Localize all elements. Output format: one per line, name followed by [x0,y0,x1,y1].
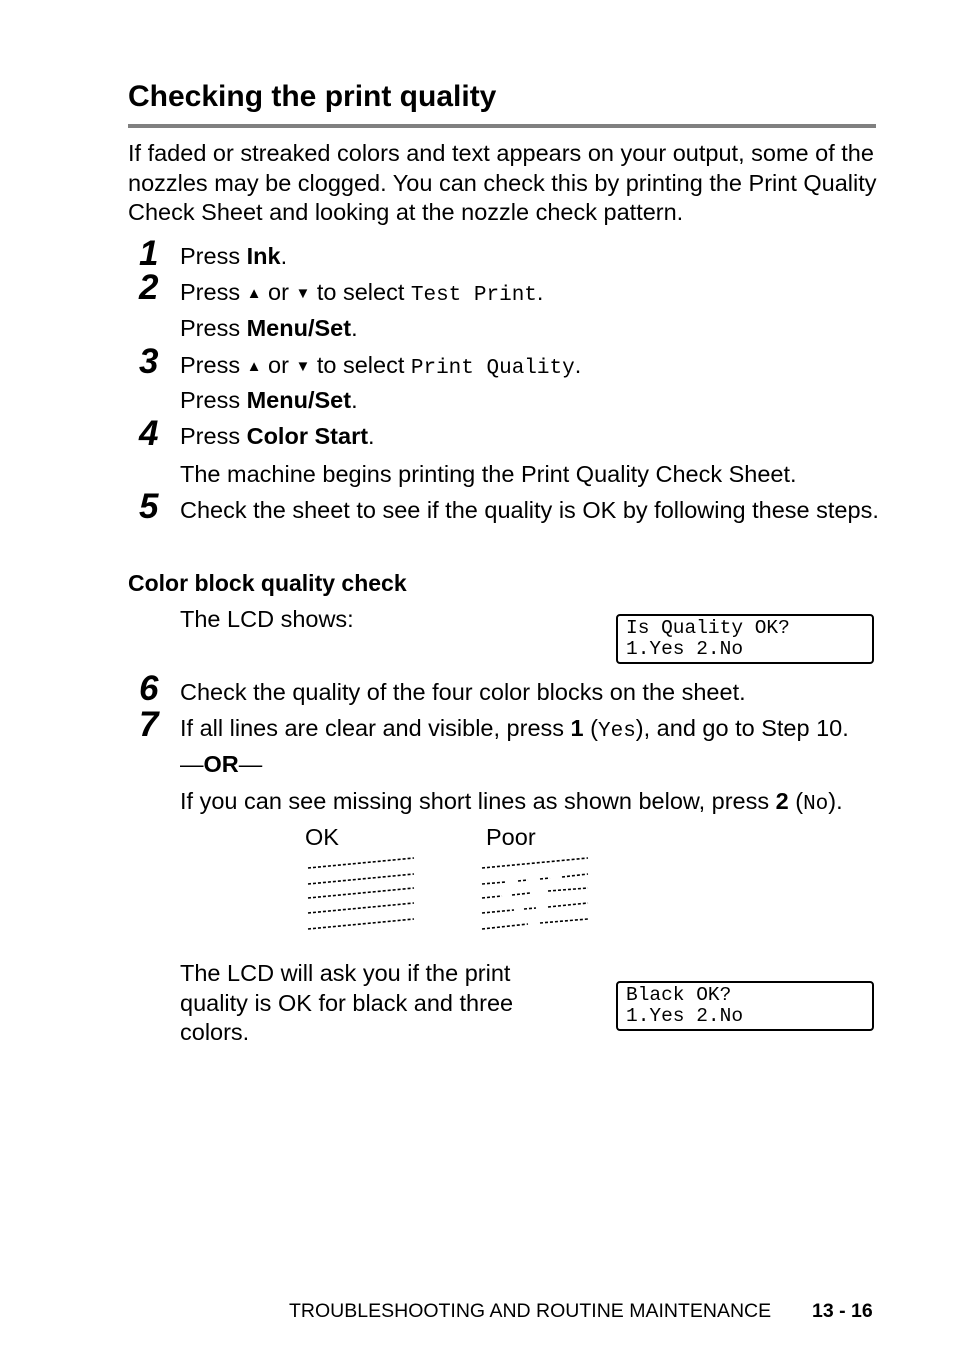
ok-pattern-image [300,852,420,937]
step-3-press-menu: Press Menu/Set. [180,387,358,413]
step-number-6: 6 [139,669,159,708]
menu-set-key: Menu/Set [246,387,352,413]
step-number-5: 5 [139,487,159,526]
step-number-3: 3 [139,342,159,381]
footer-section-title: TROUBLESHOOTING AND ROUTINE MAINTENANCE [289,1300,772,1322]
step-number-1: 1 [139,234,159,273]
ok-label: OK [305,824,339,850]
step-number-7: 7 [139,705,159,744]
key-2: 2 [775,788,789,814]
up-arrow-icon: ▲ [246,358,262,375]
step-3-text: Press ▲ or ▼ to select Print Quality. [180,352,582,380]
lcd-label: The LCD shows: [180,606,354,632]
poor-label: Poor [486,824,536,850]
step-4-text: Press Color Start. [180,423,375,449]
step-4-note: The machine begins printing the Print Quality Check Sheet. [180,461,797,487]
down-arrow-icon: ▼ [295,285,311,302]
step-7-alt-text: If you can see missing short lines as shown below, press 2 (No). [180,788,843,816]
step-number-4: 4 [139,414,159,453]
poor-pattern-image [476,852,596,937]
color-start-key: Color Start [246,423,369,449]
title-rule [128,124,876,128]
down-arrow-icon: ▼ [295,358,311,375]
ink-key: Ink [246,243,281,269]
step-6-text: Check the quality of the four color blocks on the sheet. [180,679,746,705]
lcd-note: The LCD will ask you if the print quality is OK for black and three colors. [180,960,514,1045]
step-2-press-menu: Press Menu/Set. [180,315,358,341]
step-5-text: Check the sheet to see if the quality is OK by following these steps. [180,497,879,523]
step-number-2: 2 [139,268,159,307]
lcd-display-quality: Is Quality OK? 1.Yes 2.No [616,614,874,664]
section-subheading: Color block quality check [128,570,407,596]
lcd-option: Test Print [410,284,537,307]
lcd-option: Print Quality [410,357,575,380]
step-1-text: Press Ink. [180,243,288,269]
key-1: 1 [570,715,584,741]
step-7-text: If all lines are clear and visible, press 1 (Yes), and go to Step 10. [180,715,849,743]
page-title: Checking the print quality [128,80,497,113]
or-separator: —OR— [180,751,263,777]
lcd-display-black: Black OK? 1.Yes 2.No [616,981,874,1031]
menu-set-key: Menu/Set [246,315,352,341]
step-2-text: Press ▲ or ▼ to select Test Print. [180,279,544,307]
page-number: 13 - 16 [812,1300,873,1322]
intro-paragraph: If faded or streaked colors and text appears on your output, some of the nozzles may be clogged. You can check this by printing the Print Quality Check Sheet and looking at the nozzle check pattern. [128,140,877,225]
up-arrow-icon: ▲ [246,285,262,302]
